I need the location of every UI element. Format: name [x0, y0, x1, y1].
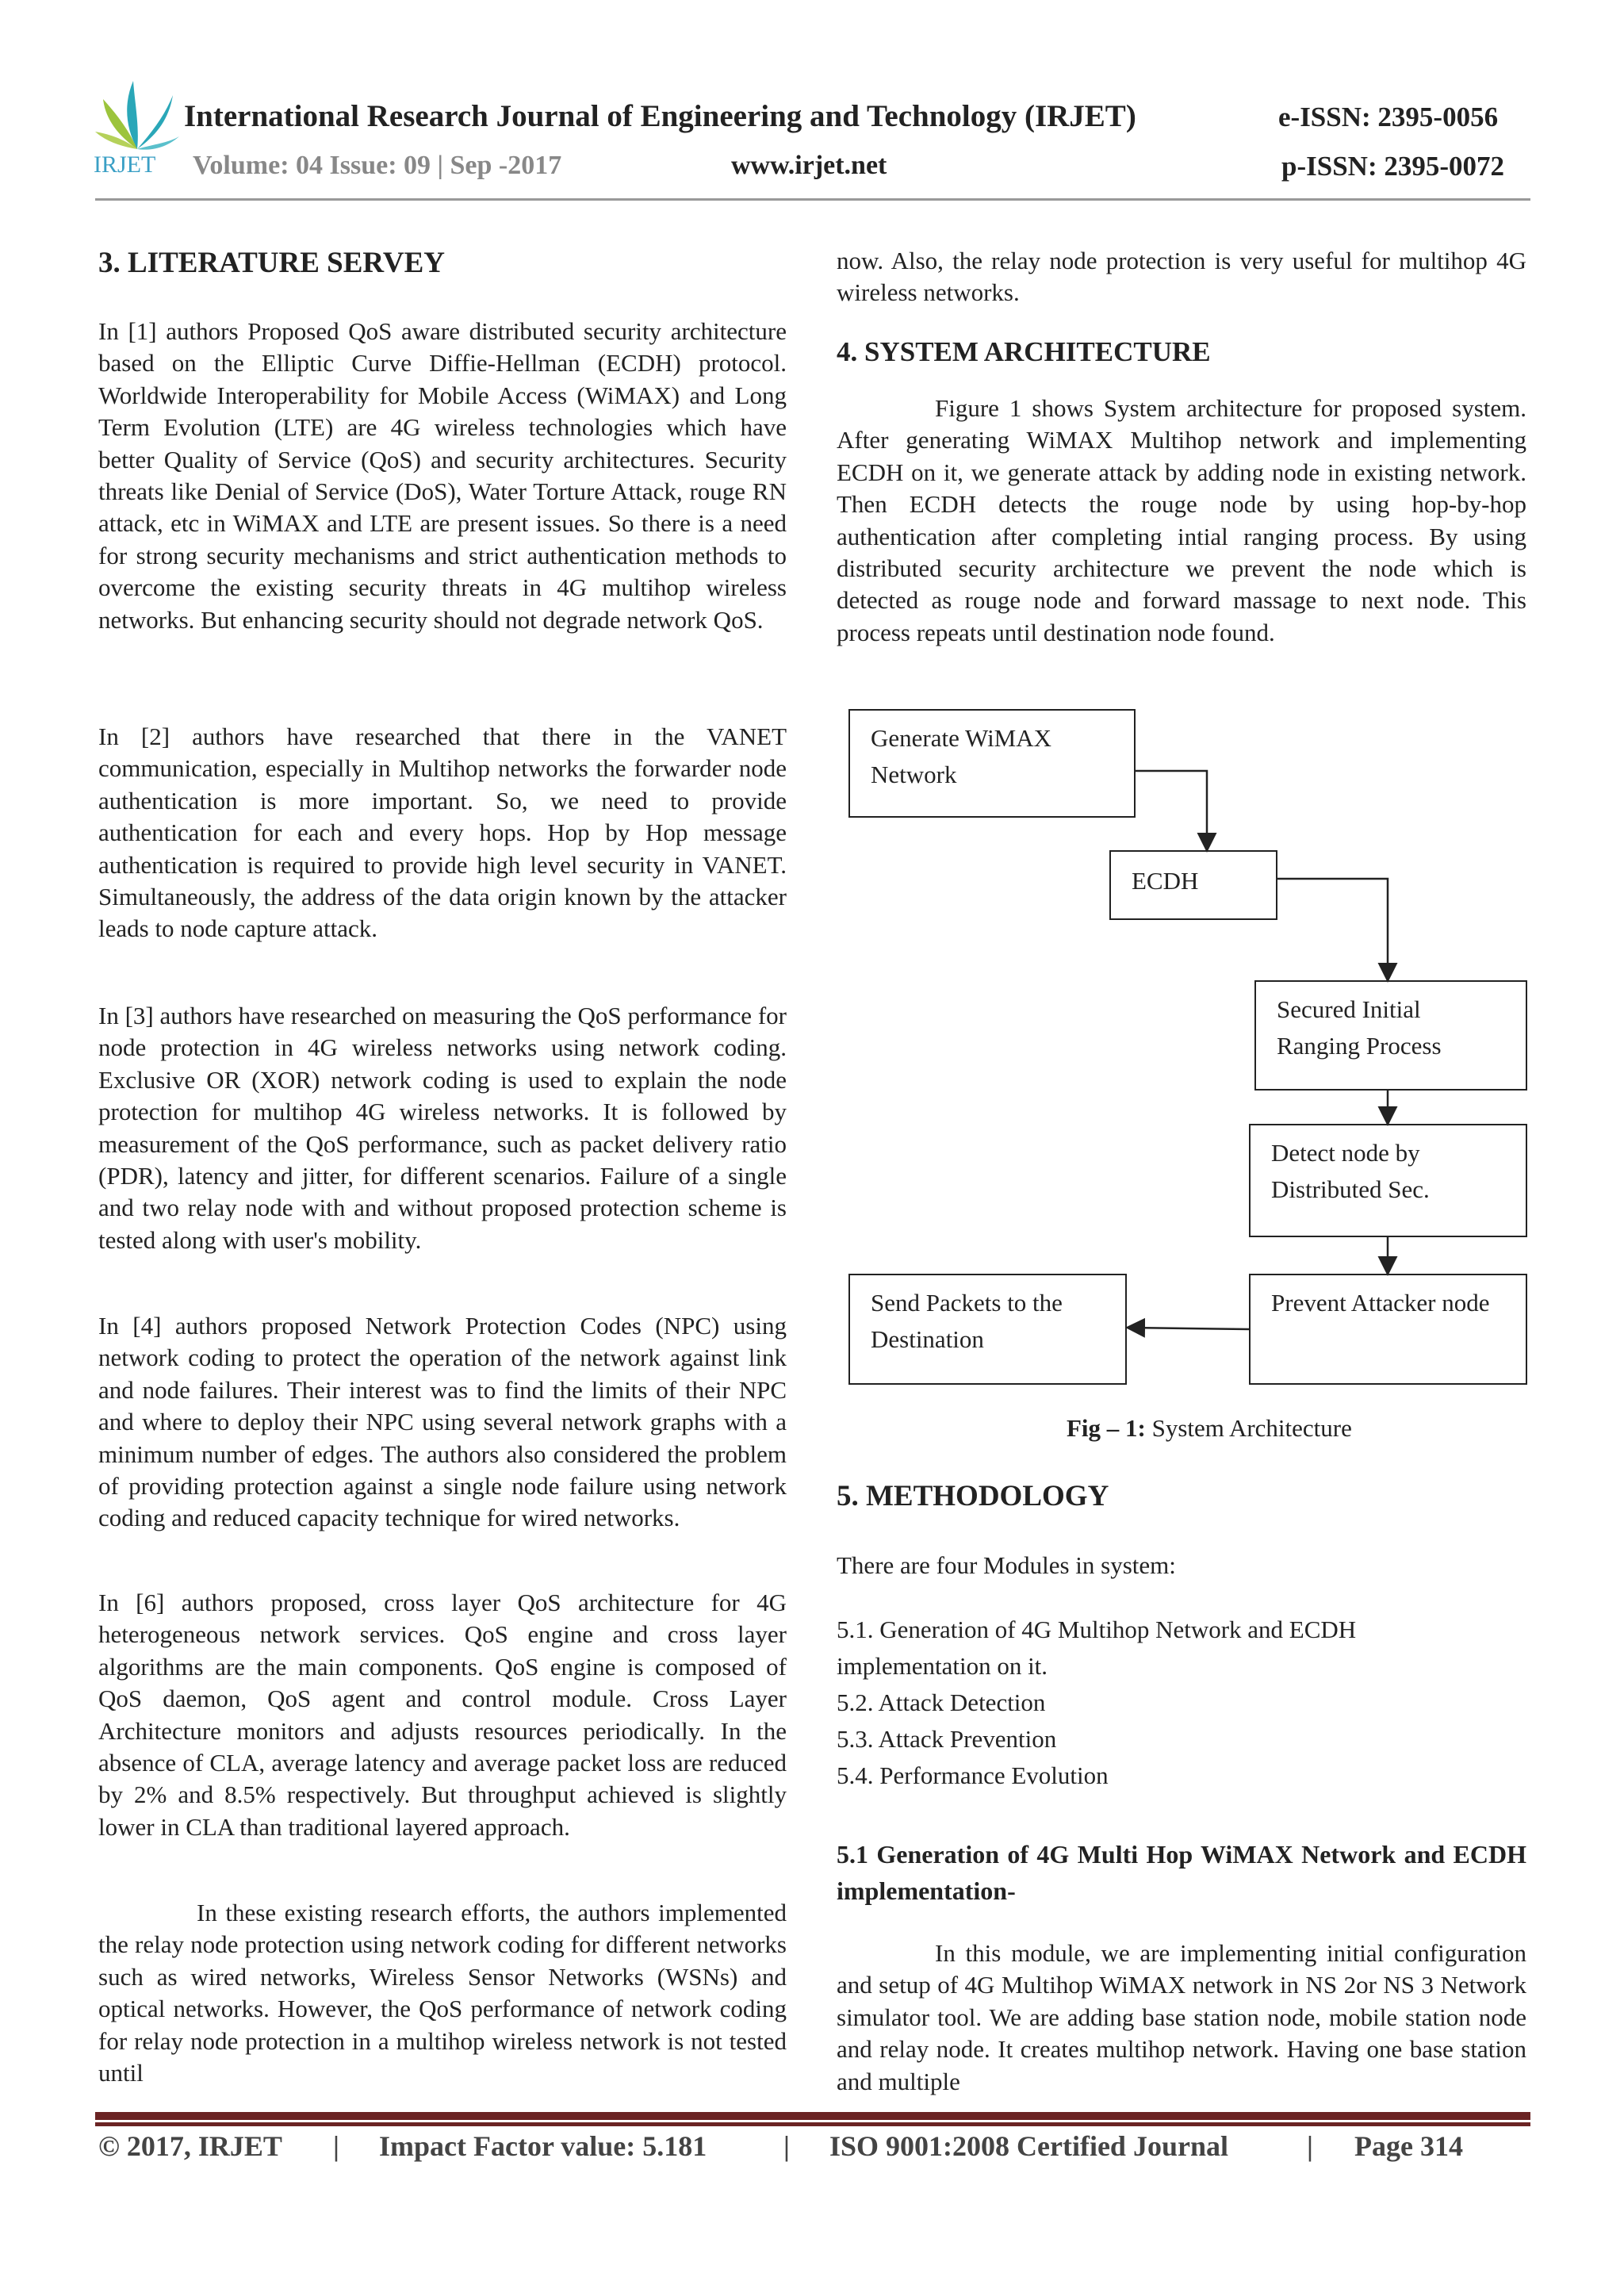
paragraph: In [4] authors proposed Network Protection Codes (NPC) using network coding to protect the operation of the network against link and node failures. Their interest was to find the limits of their NPC and where to deploy their NPC using several network graphs with a minimum number of edges. The authors also considered the problem of providing protection against a single node failure using network coding and reduced capacity technique for wired networks.: [98, 1312, 787, 1532]
section-3-heading: 3. LITERATURE SERVEY: [98, 247, 445, 279]
footer-iso: ISO 9001:2008 Certified Journal: [829, 2130, 1228, 2162]
footer-separator: |: [1307, 2130, 1313, 2162]
paragraph: In [1] authors Proposed QoS aware distributed security architecture based on the Elliptic Curve Diffie-Hellman (ECDH) protocol. Worldwide Interoperability for Mobile Access (WiMAX) and Long Term Evolution (LTE) are 4G wireless technologies which have better Quality of Service (QoS) and security architectures. Security threats like Denial of Service (DoS), Water Torture Attack, rouge RN attack, etc in WiMAX and LTE are present issues. So there is a need for strong security mechanisms and strict authentication methods to overcome the existing security threats in 4G multihop wireless networks. But enhancing security should not degrade network QoS.: [98, 317, 787, 634]
box-prevent-attacker: Prevent Attacker node: [1249, 1274, 1527, 1385]
paragraph: In [3] authors have researched on measuring the QoS performance for node protection in 4G wireless networks using network coding. Exclusive OR (XOR) network coding is used to explain the node protection for multihop 4G wireless networks. It is followed by measurement of the QoS performance, such as packet delivery ratio (PDR), latency and jitter, for different scenarios. Failure of a single and two relay node with and without proposed protection scheme is tested along with user's mobility.: [98, 1002, 787, 1254]
paragraph: In [6] authors proposed, cross layer QoS architecture for 4G heterogeneous network services. QoS engine and cross layer algorithms are the main components. QoS engine is composed of QoS daemon, QoS agent and control module. Cross Layer Architecture monitors and adjusts resources periodically. In the absence of CLA, average latency and average packet loss are reduced by 2% and 8.5% respectively. But throughput achieved is slightly lower in CLA than traditional layered approach.: [98, 1589, 787, 1841]
box-send-packets: Send Packets to the Destination: [848, 1274, 1127, 1385]
list-item: 5.4. Performance Evolution: [837, 1761, 1109, 1789]
footer-separator: |: [783, 2130, 790, 2162]
figure-caption: [1067, 1414, 1352, 1443]
paragraph: There are four Modules in system:: [837, 1551, 1176, 1579]
footer-rule: [95, 2112, 1530, 2122]
footer-impact-factor: Impact Factor value: 5.181: [379, 2130, 707, 2162]
list-item: 5.1. Generation of 4G Multihop Network and ECDH implementation on it.: [837, 1616, 1357, 1680]
journal-title: International Research Journal of Engineering and Technology (IRJET): [184, 99, 1136, 133]
arrow: [1277, 879, 1388, 979]
section-5-1-heading: 5.1 Generation of 4G Multi Hop WiMAX Network and ECDH implementation-: [837, 1840, 1526, 1905]
footer-copyright: © 2017, IRJET: [98, 2130, 282, 2162]
paragraph: In these existing research efforts, the authors implemented the relay node protection using network coding for different networks such as wired networks, Wireless Sensor Networks (WSNs) and optical networks. However, the QoS performance of network coding for relay node protection in a multihop wireless network is not tested until: [98, 1899, 787, 2087]
volume-issue: Volume: 04 Issue: 09 | Sep -2017: [193, 151, 562, 180]
paragraph: Figure 1 shows System architecture for proposed system. After generating WiMAX Multihop network and implementing ECDH on it, we generate attack by adding node in existing network. Then ECDH detects the rouge node by using hop-by-hop authentication after completing intial ranging process. By using distributed security architecture we prevent the node which is detected as rouge node and forward massage to next node. This process repeats until destination node found.: [837, 394, 1526, 646]
paragraph: In this module, we are implementing initial configuration and setup of 4G Multihop WiMAX network in NS 2or NS 3 Network simulator tool. We are adding base station node, mobile station node and relay node. It creates multihop network. Having one base station and multiple: [837, 1939, 1526, 2095]
list-item: 5.3. Attack Prevention: [837, 1725, 1057, 1753]
logo-text: IRJET: [94, 151, 156, 178]
paragraph: now. Also, the relay node protection is very useful for multihop 4G wireless networks.: [837, 247, 1526, 307]
footer-page-number: Page 314: [1354, 2130, 1463, 2162]
box-secured-ranging: Secured Initial Ranging Process: [1254, 980, 1527, 1091]
caption-label: Fig – 1:: [1067, 1414, 1146, 1442]
box-detect-node: Detect node by Distributed Sec.: [1249, 1124, 1527, 1237]
section-4-heading: 4. SYSTEM ARCHITECTURE: [837, 336, 1211, 367]
list-item: 5.2. Attack Detection: [837, 1688, 1046, 1716]
paragraph: In [2] authors have researched that there in the VANET communication, especially in Multihop networks the forwarder node authentication is more important. So, we need to provide authentication for each and every hops. Hop by Hop message authentication is required to provide high level security in VANET. Simultaneously, the address of the data origin known by the attacker leads to node capture attack.: [98, 723, 787, 943]
pissn: p-ISSN: 2395-0072: [1281, 151, 1505, 182]
caption-text: System Architecture: [1151, 1414, 1352, 1442]
arrow: [1129, 1328, 1249, 1329]
module-list: [837, 1612, 1526, 1794]
website: www.irjet.net: [731, 151, 887, 180]
box-generate-wimax: Generate WiMAX Network: [848, 709, 1136, 818]
section-5-heading: 5. METHODOLOGY: [837, 1480, 1109, 1512]
footer-separator: |: [333, 2130, 339, 2162]
box-ecdh: ECDH: [1109, 850, 1277, 920]
eissn: e-ISSN: 2395-0056: [1278, 102, 1499, 132]
arrow: [1136, 771, 1207, 849]
